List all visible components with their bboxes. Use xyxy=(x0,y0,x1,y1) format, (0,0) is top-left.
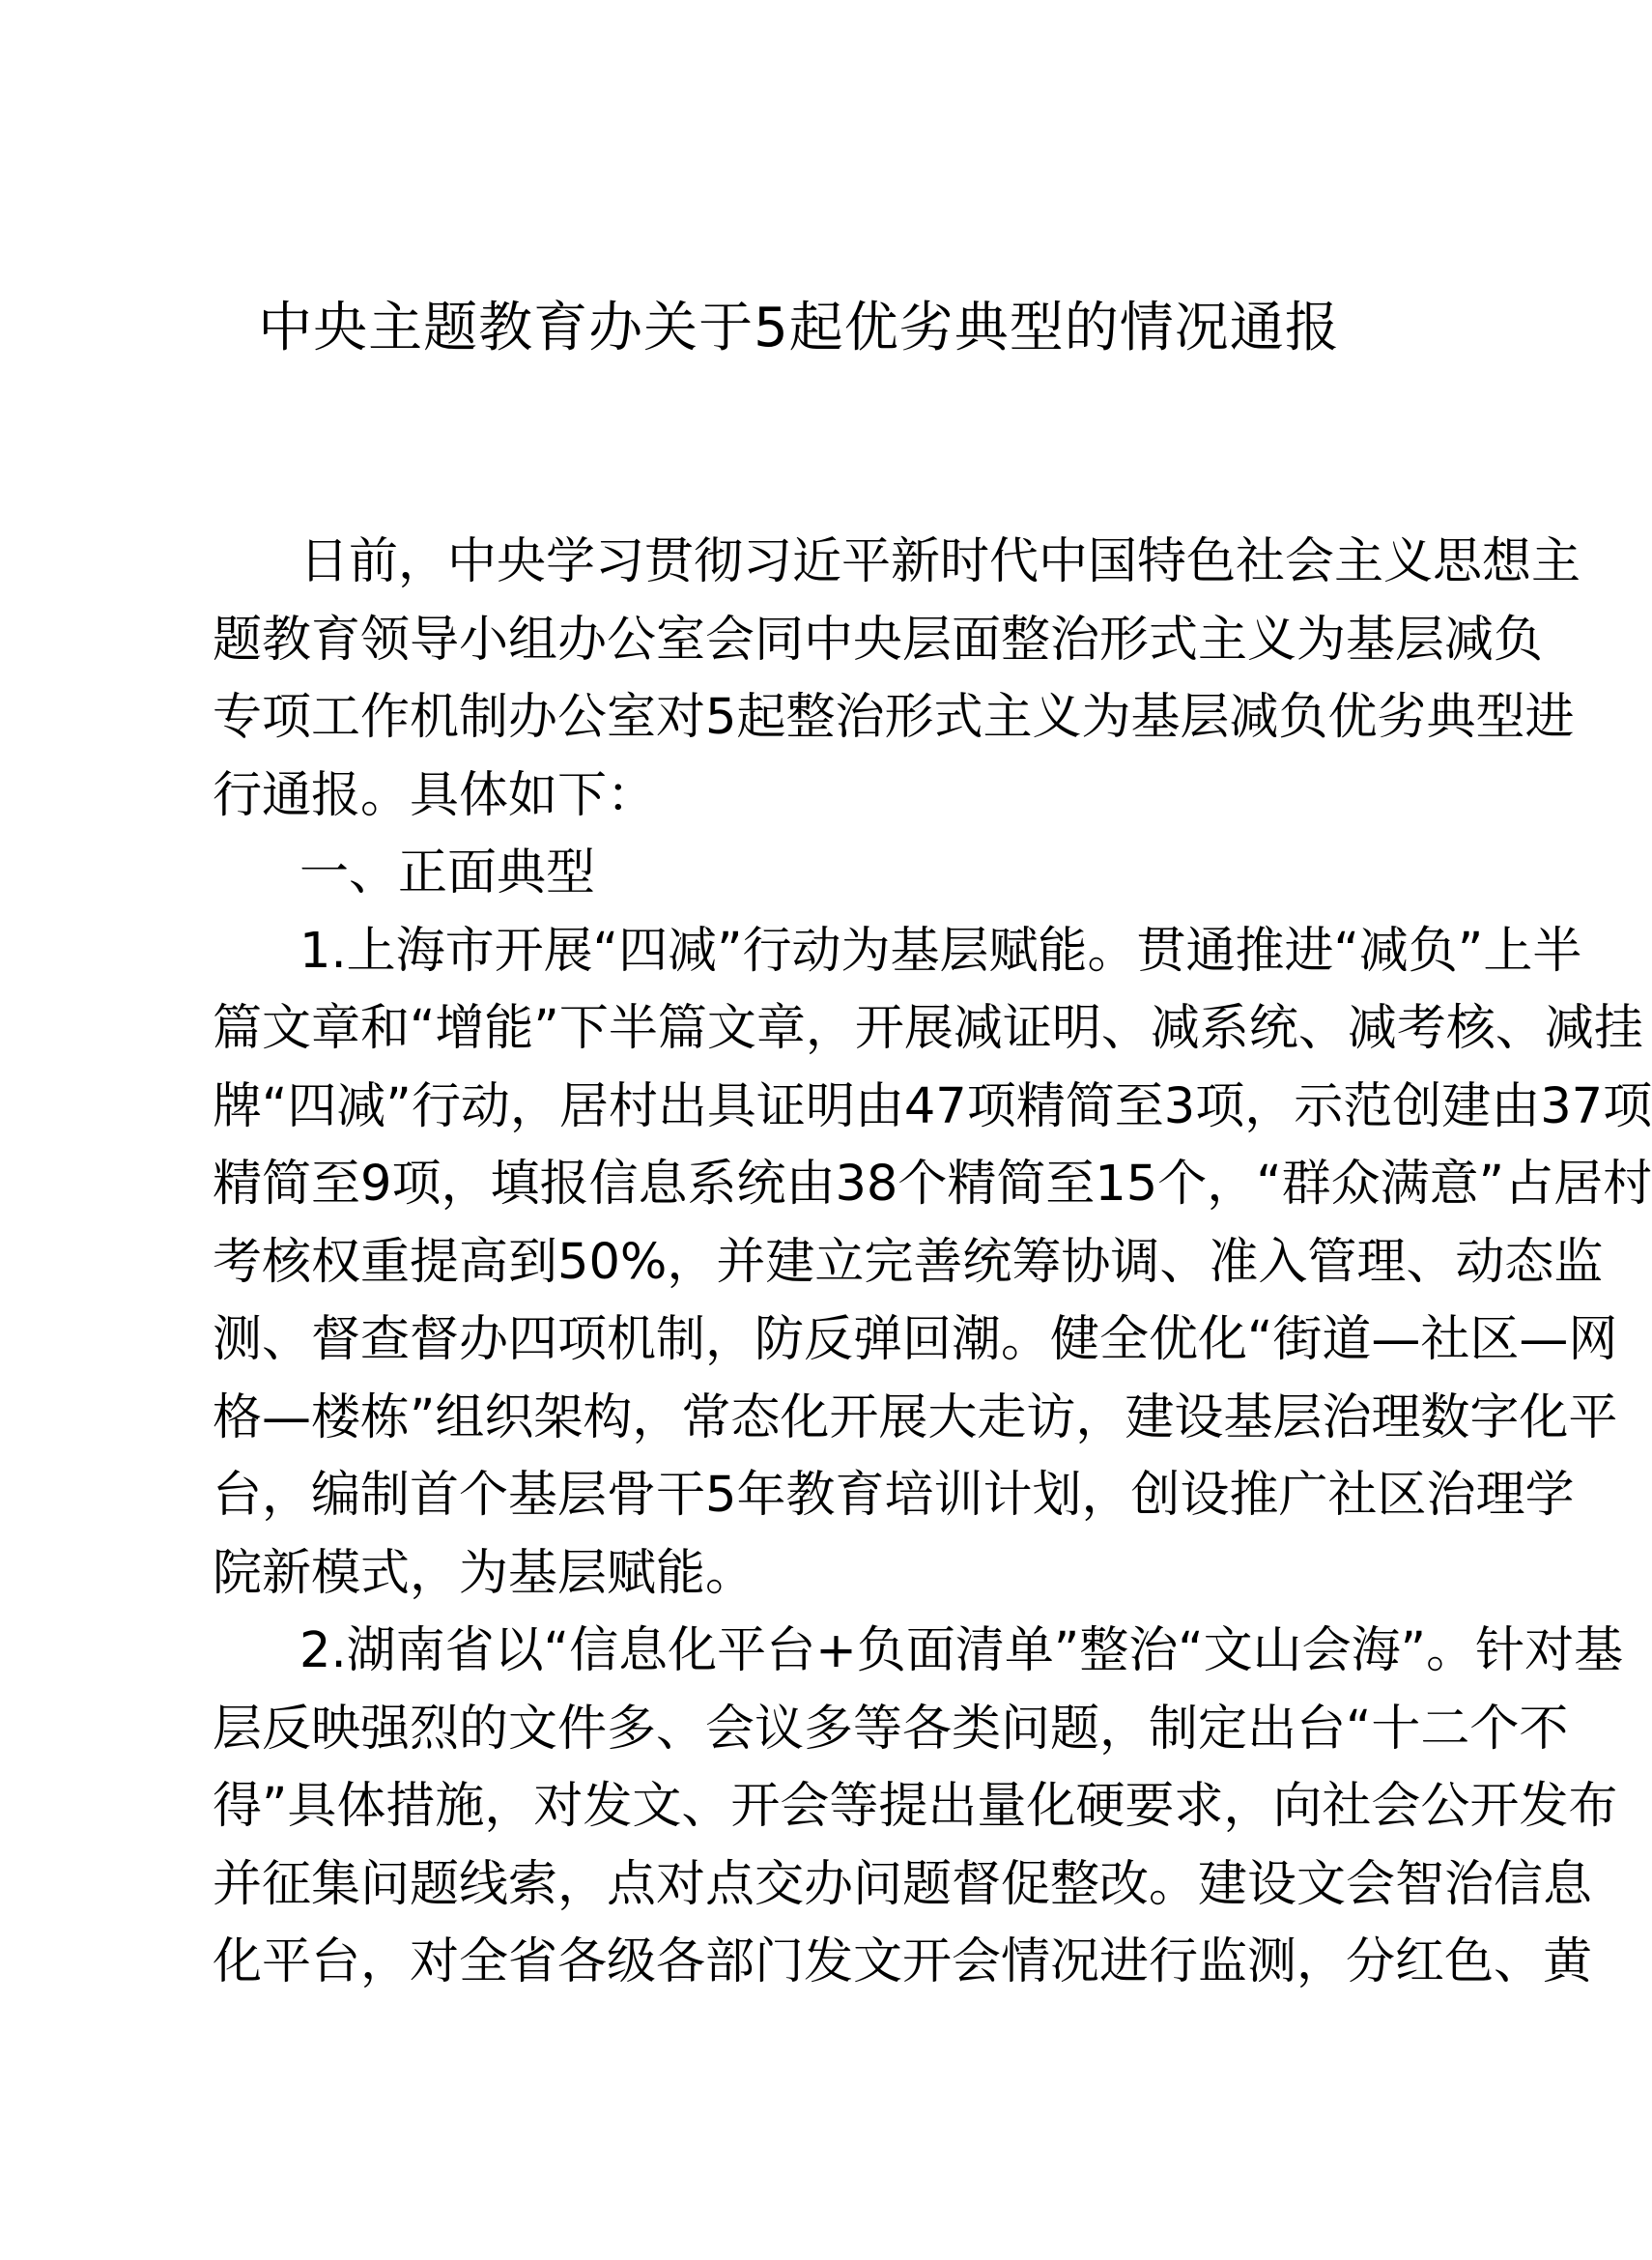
text-line: 院新模式，为基层赋能。 xyxy=(213,1544,755,1602)
text-line: 行通报。具体如下： xyxy=(213,766,657,824)
text-line: 题教育领导小组办公室会同中央层面整治形式主义为基层减负 xyxy=(213,611,1544,669)
paragraph xyxy=(213,913,1652,1614)
text-line: 一、正面典型 xyxy=(299,844,596,901)
text-line: 日前，中央学习贯彻习近平新时代中国特色社会主义思想主 xyxy=(299,533,1581,590)
paragraph xyxy=(213,524,1581,835)
text-line: 层反映强烈的文件多、会议多等各类问题，制定出台“十二个不 xyxy=(213,1700,1569,1758)
text-line: 得”具体措施，对发文、开会等提出量化硬要求，向社会公开发布 xyxy=(213,1778,1618,1835)
text-line: 并征集问题线索，点对点交办问题督促整改。建设文会智治信息 xyxy=(213,1855,1593,1913)
paragraph xyxy=(213,835,1407,913)
document-body xyxy=(213,524,1652,2002)
text-line: 1.上海市开展“四减”行动为基层赋能。贯通推进“减负”上半 xyxy=(299,922,1582,980)
paragraph xyxy=(213,1613,1624,2002)
text-line: 2.湖南省以“信息化平台+负面清单”整治“文山会海”。针对基 xyxy=(299,1622,1624,1679)
text-line: 格—楼栋”组织架构，常态化开展大走访，建设基层治理数字化平 xyxy=(213,1388,1618,1446)
text-line: 精简至9项，填报信息系统由38个精简至15个，“群众满意”占居村 xyxy=(213,1156,1652,1213)
text-line: 化平台，对全省各级各部门发文开会情况进行监测，分红色、黄 xyxy=(213,1933,1593,1990)
text-line: 台，编制首个基层骨干5年教育培训计划，创设推广社区治理学 xyxy=(213,1467,1575,1524)
text-line: 篇文章和“增能”下半篇文章，开展减证明、减系统、减考核、减挂 xyxy=(213,1000,1643,1057)
text-line: 考核权重提高到50%，并建立完善统筹协调、准入管理、动态监 xyxy=(213,1233,1604,1291)
text-line: 牌“四减”行动，居村出具证明由47项精简至3项，示范创建由37项 xyxy=(213,1077,1652,1135)
document-title: 中央主题教育办关于5起优劣典型的情况通报 xyxy=(258,297,1340,359)
text-line: 测、督查督办四项机制，防反弹回潮。健全优化“街道—社区—网 xyxy=(213,1311,1618,1368)
text-line: 专项工作机制办公室对5起整治形式主义为基层减负优劣典型进 xyxy=(213,689,1575,746)
